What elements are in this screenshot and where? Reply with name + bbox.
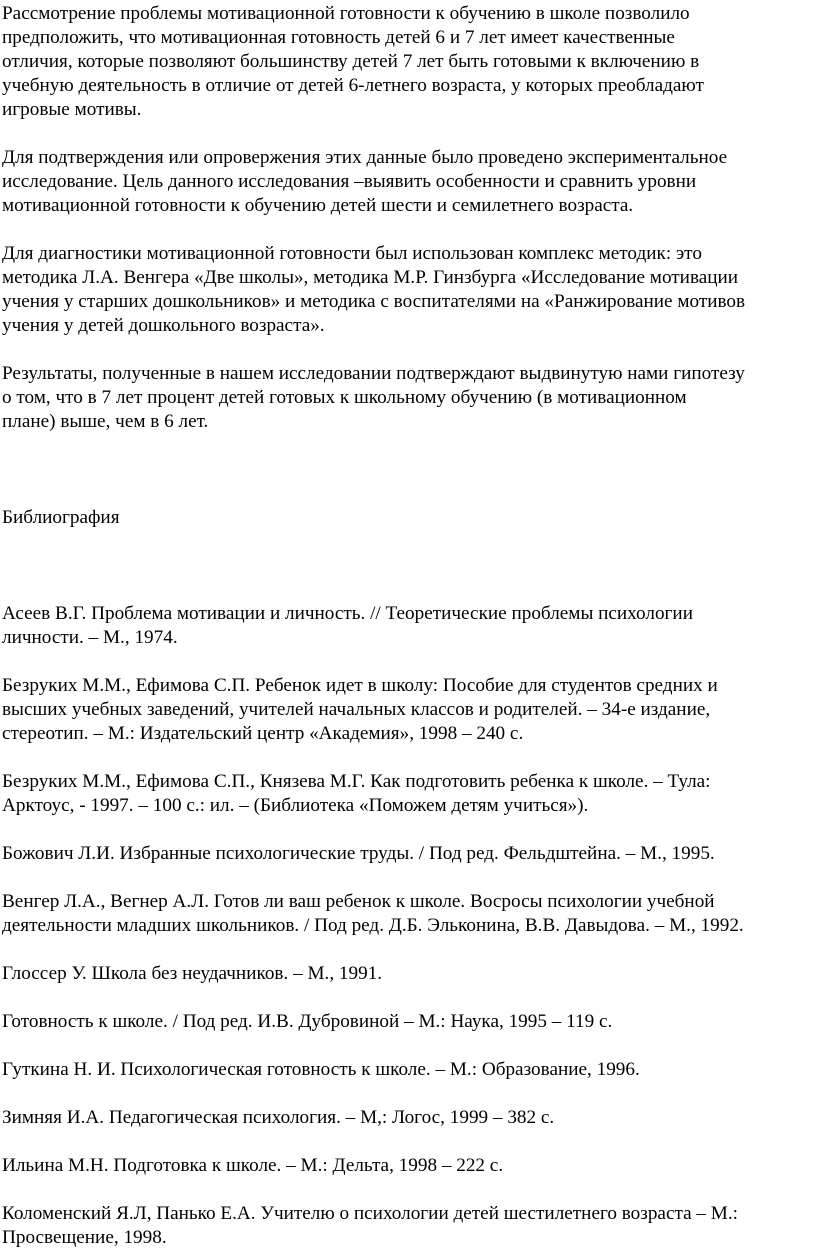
bibliography-heading	[2, 506, 816, 530]
text-line: Результаты, полученные в нашем исследовании подтверждают выдвинутую нами гипотезу	[2, 363, 745, 384]
text-line: Гуткина Н. И. Психологическая готовность к школе. – М.: Образование, 1996.	[2, 1059, 640, 1080]
text-line: методика Л.А. Венгера «Две школы», методика М.Р. Гинзбурга «Исследование мотивации	[2, 267, 739, 288]
paragraph-spacer	[2, 1178, 816, 1202]
paragraph-results	[2, 362, 816, 434]
reference-entry	[2, 1202, 816, 1250]
reference-entry	[2, 890, 816, 938]
text-line: отличия, которые позволяют большинству детей 7 лет быть готовыми к включению в	[2, 51, 700, 72]
section-title: Библиография	[2, 507, 120, 528]
text-line: деятельности младших школьников. / Под ред. Д.Б. Эльконина, В.В. Давыдова. – М., 1992.	[2, 915, 744, 936]
reference-entry	[2, 1106, 816, 1130]
text-line: исследование. Цель данного исследования –выявить особенности и сравнить уровни	[2, 171, 697, 192]
reference-entry	[2, 962, 816, 986]
text-line: стереотип. – М.: Издательский центр «Академия», 1998 – 240 с.	[2, 723, 524, 744]
paragraph-spacer	[2, 818, 816, 842]
reference-entry	[2, 1058, 816, 1082]
text-line: Рассмотрение проблемы мотивационной готовности к обучению в школе позволило	[2, 3, 690, 24]
text-line: Безруких М.М., Ефимова С.П. Ребенок идет в школу: Пособие для студентов средних и	[2, 675, 718, 696]
text-line: Зимняя И.А. Педагогическая психология. – М,: Логос, 1999 – 382 с.	[2, 1107, 555, 1128]
paragraph-spacer	[2, 650, 816, 674]
reference-entry	[2, 1010, 816, 1034]
reference-entry	[2, 602, 816, 650]
section-spacer	[2, 530, 816, 602]
text-line: Божович Л.И. Избранные психологические труды. / Под ред. Фельдштейна. – М., 1995.	[2, 843, 715, 864]
text-line: учения у старших дошкольников» и методика с воспитателями на «Ранжирование мотивов	[2, 291, 746, 312]
text-line: Ильина М.Н. Подготовка к школе. – М.: Дельта, 1998 – 222 с.	[2, 1155, 504, 1176]
text-line: мотивационной готовности к обучению детей шести и семилетнего возраста.	[2, 195, 634, 216]
text-line: Просвещение, 1998.	[2, 1227, 167, 1248]
text-line: Для подтверждения или опровержения этих данные было проведено экспериментальное	[2, 147, 728, 168]
text-line: высших учебных заведений, учителей начальных классов и родителей. – 34-е издание,	[2, 699, 711, 720]
paragraph-experiment	[2, 146, 816, 218]
paragraph-spacer	[2, 122, 816, 146]
text-line: Венгер Л.А., Вегнер А.Л. Готов ли ваш ребенок к школе. Восросы психологии учебной	[2, 891, 715, 912]
text-line: игровые мотивы.	[2, 99, 142, 120]
paragraph-spacer	[2, 218, 816, 242]
paragraph-spacer	[2, 866, 816, 890]
text-line: Асеев В.Г. Проблема мотивации и личность. // Теоретические проблемы психологии	[2, 603, 693, 624]
text-line: плане) выше, чем в 6 лет.	[2, 411, 209, 432]
text-line: личности. – М., 1974.	[2, 627, 178, 648]
text-line: Готовность к школе. / Под ред. И.В. Дубровиной – М.: Наука, 1995 – 119 с.	[2, 1011, 613, 1032]
paragraph-spacer	[2, 1082, 816, 1106]
text-line: предположить, что мотивационная готовность детей 6 и 7 лет имеет качественные	[2, 27, 675, 48]
text-line: Коломенский Я.Л, Панько Е.А. Учителю о психологии детей шестилетнего возраста – М.:	[2, 1203, 738, 1224]
section-spacer	[2, 434, 816, 506]
paragraph-motivation-readiness	[2, 2, 816, 122]
text-line: о том, что в 7 лет процент детей готовых к школьному обучению (в мотивационном	[2, 387, 687, 408]
paragraph-spacer	[2, 746, 816, 770]
reference-entry	[2, 674, 816, 746]
paragraph-spacer	[2, 1130, 816, 1154]
text-line: Безруких М.М., Ефимова С.П., Князева М.Г. Как подготовить ребенка к школе. – Тула:	[2, 771, 711, 792]
text-line: учения у детей дошкольного возраста».	[2, 315, 325, 336]
text-line: Арктоус, - 1997. – 100 с.: ил. – (Библиотека «Поможем детям учиться»).	[2, 795, 589, 816]
paragraph-spacer	[2, 338, 816, 362]
reference-entry	[2, 770, 816, 818]
reference-entry	[2, 1154, 816, 1178]
paragraph-methods	[2, 242, 816, 338]
text-line: Глоссер У. Школа без неудачников. – М., 1991.	[2, 963, 383, 984]
paragraph-spacer	[2, 1034, 816, 1058]
paragraph-spacer	[2, 986, 816, 1010]
text-line: Для диагностики мотивационной готовности был использован комплекс методик: это	[2, 243, 702, 264]
text-line: учебную деятельность в отличие от детей 6-летнего возраста, у которых преобладают	[2, 75, 704, 96]
reference-entry	[2, 842, 816, 866]
paragraph-spacer	[2, 938, 816, 962]
